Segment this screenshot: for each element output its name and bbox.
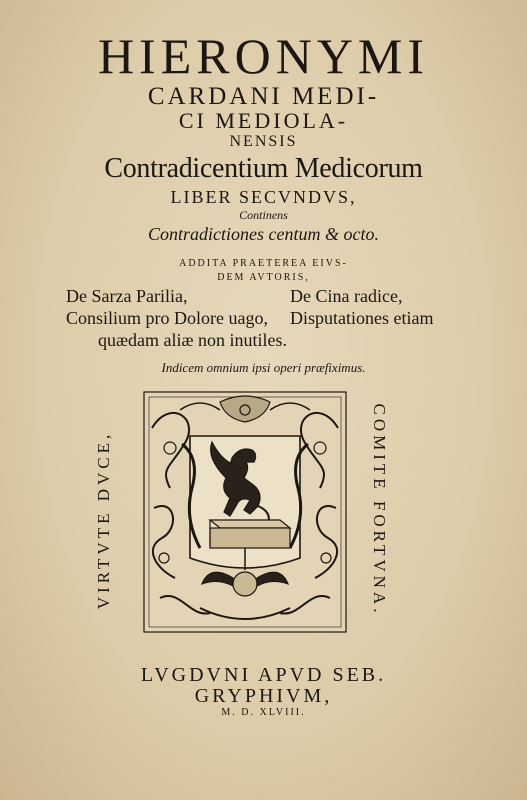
author-name-line4: NENSIS [229, 133, 298, 150]
contents-right-item: Disputationes etiam [290, 308, 434, 328]
author-name-line3: CI MEDIOLA- [178, 108, 349, 133]
contents-left-item: Consilium pro Dolore uago, [66, 308, 268, 328]
imprint-date: M. D. XLVIII. [221, 707, 306, 718]
motto-right: COMITE FORTVNA. [370, 403, 389, 617]
contents-right-item: De Cina radice, [290, 286, 403, 306]
contents-summary: Contradictiones centum & octo. [148, 224, 379, 244]
contents-left-item: De Sarza Parilia, [66, 286, 188, 306]
printer-device-icon [140, 388, 350, 636]
book-number: LIBER SECVNDVS, [170, 187, 357, 207]
index-note: Indicem omnium ipsi operi præfiximus. [161, 360, 366, 375]
motto-left: VIRTVTE DVCE, [94, 430, 113, 610]
work-title: Contradicentium Medicorum [104, 153, 423, 184]
author-name-line1: HIERONYMI [97, 28, 430, 84]
addita-line2: DEM AVTORIS, [217, 272, 310, 283]
addita-line1: ADDITA PRAETEREA EIVS- [179, 258, 348, 269]
contents-left-item: quædam aliæ non inutiles. [98, 330, 287, 350]
author-name-line2: CARDANI MEDI- [147, 83, 380, 110]
imprint-line2: GRYPHIVM, [194, 685, 333, 707]
imprint-line1: LVGDVNI APVD SEB. [140, 664, 387, 686]
continens-label: Continens [239, 208, 288, 222]
